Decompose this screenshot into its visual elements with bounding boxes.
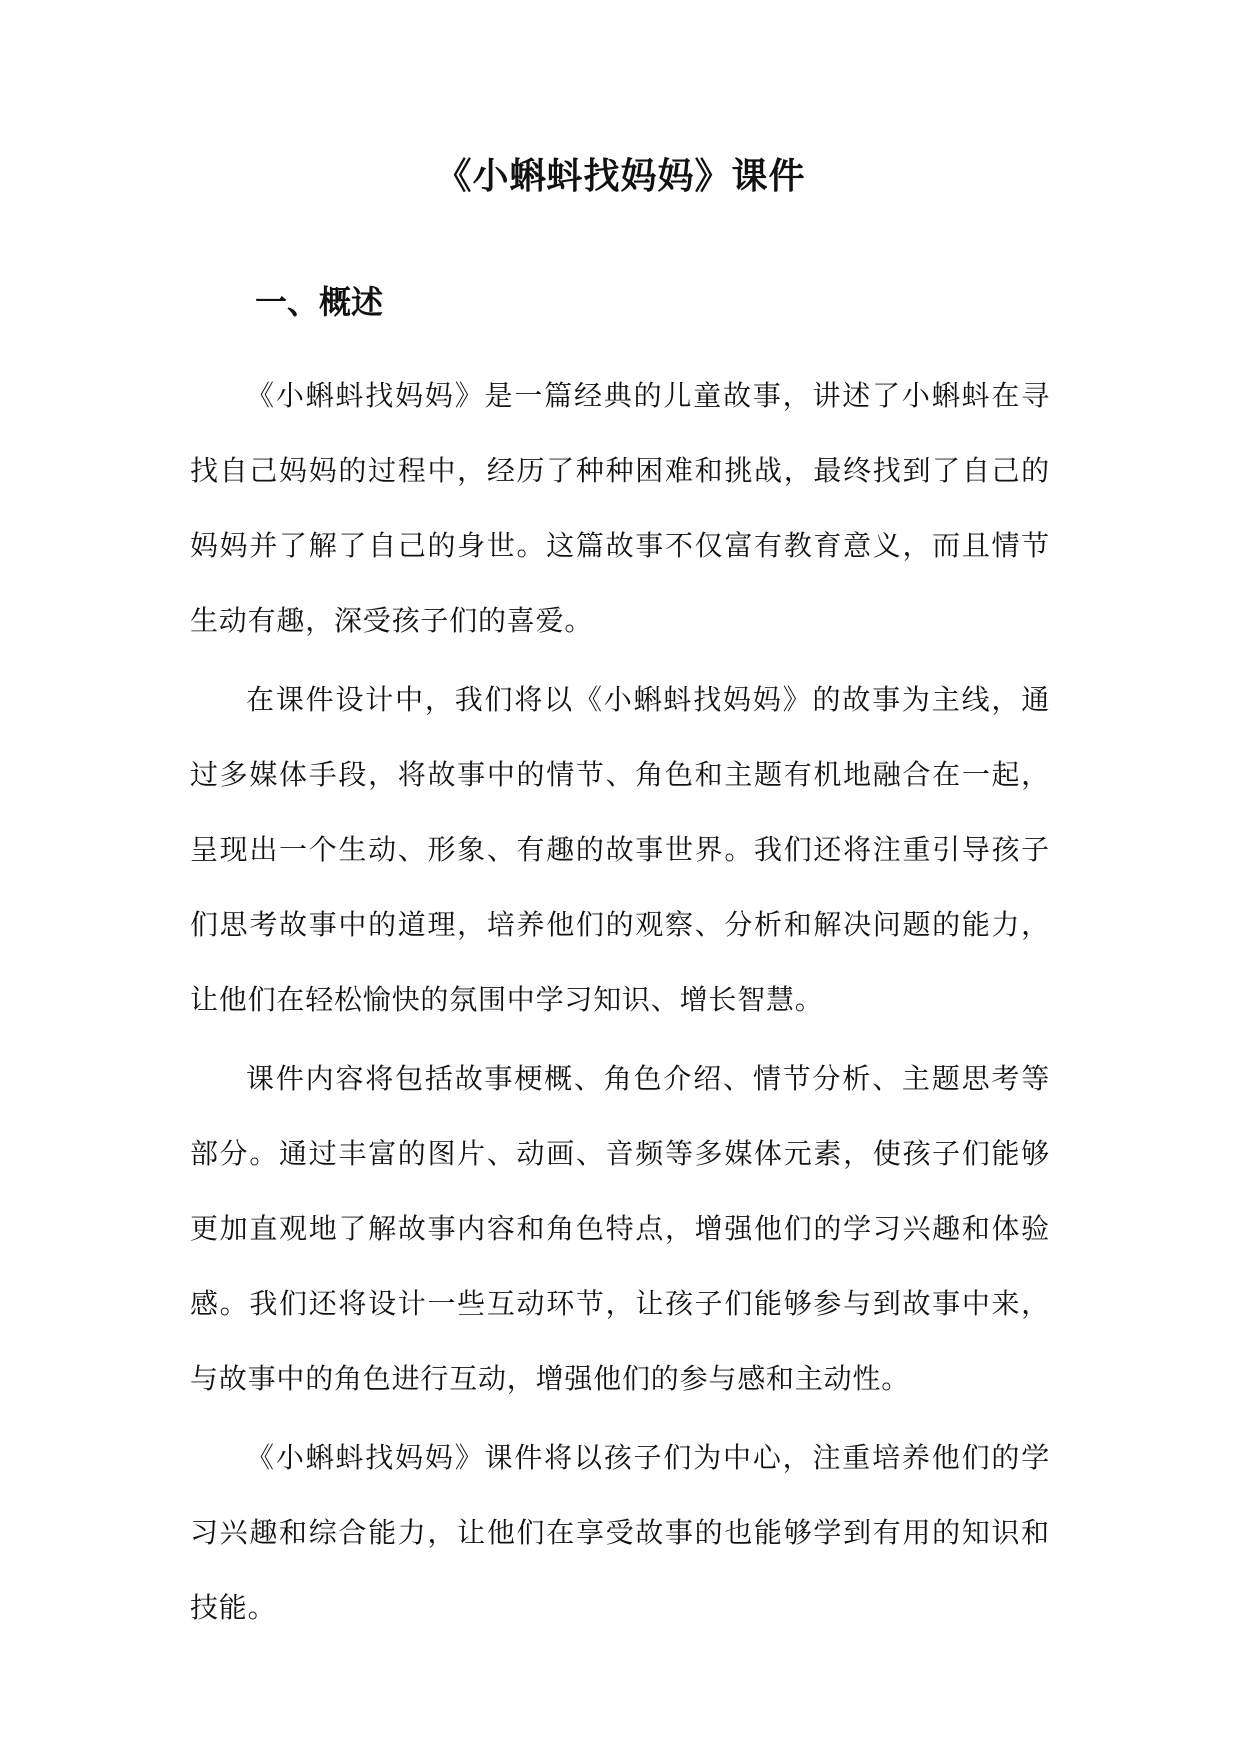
paragraph-content: 课件内容将包括故事梗概、角色介绍、情节分析、主题思考等部分。通过丰富的图片、动画、音频等多媒体元素，使孩子们能够更加直观地了解故事内容和角色特点，增强他们的学习兴趣和体验感。我们还将设计一些互动环节，让孩子们能够参与到故事中来，与故事中的角色进行互动，增强他们的参与感和主动性。 [190,1062,1050,1395]
paragraph-design: 在课件设计中，我们将以《小蝌蚪找妈妈》的故事为主线，通过多媒体手段，将故事中的情节、角色和主题有机地融合在一起，呈现出一个生动、形象、有趣的故事世界。我们还将注重引导孩子们思考故事中的道理，培养他们的观察、分析和解决问题的能力，让他们在轻松愉快的氛围中学习知识、增长智慧。 [190,683,1050,1016]
paragraph-conclusion: 《小蝌蚪找妈妈》课件将以孩子们为中心，注重培养他们的学习兴趣和综合能力，让他们在享受故事的也能够学到有用的知识和技能。 [190,1441,1050,1624]
section-heading-overview: 一、概述 [255,283,384,321]
document-body [190,358,1050,1649]
document-title: 《小蝌蚪找妈妈》课件 [435,155,806,197]
paragraph-intro: 《小蝌蚪找妈妈》是一篇经典的儿童故事，讲述了小蝌蚪在寻找自己妈妈的过程中，经历了种种困难和挑战，最终找到了自己的妈妈并了解了自己的身世。这篇故事不仅富有教育意义，而且情节生动有趣，深受孩子们的喜爱。 [190,379,1050,637]
